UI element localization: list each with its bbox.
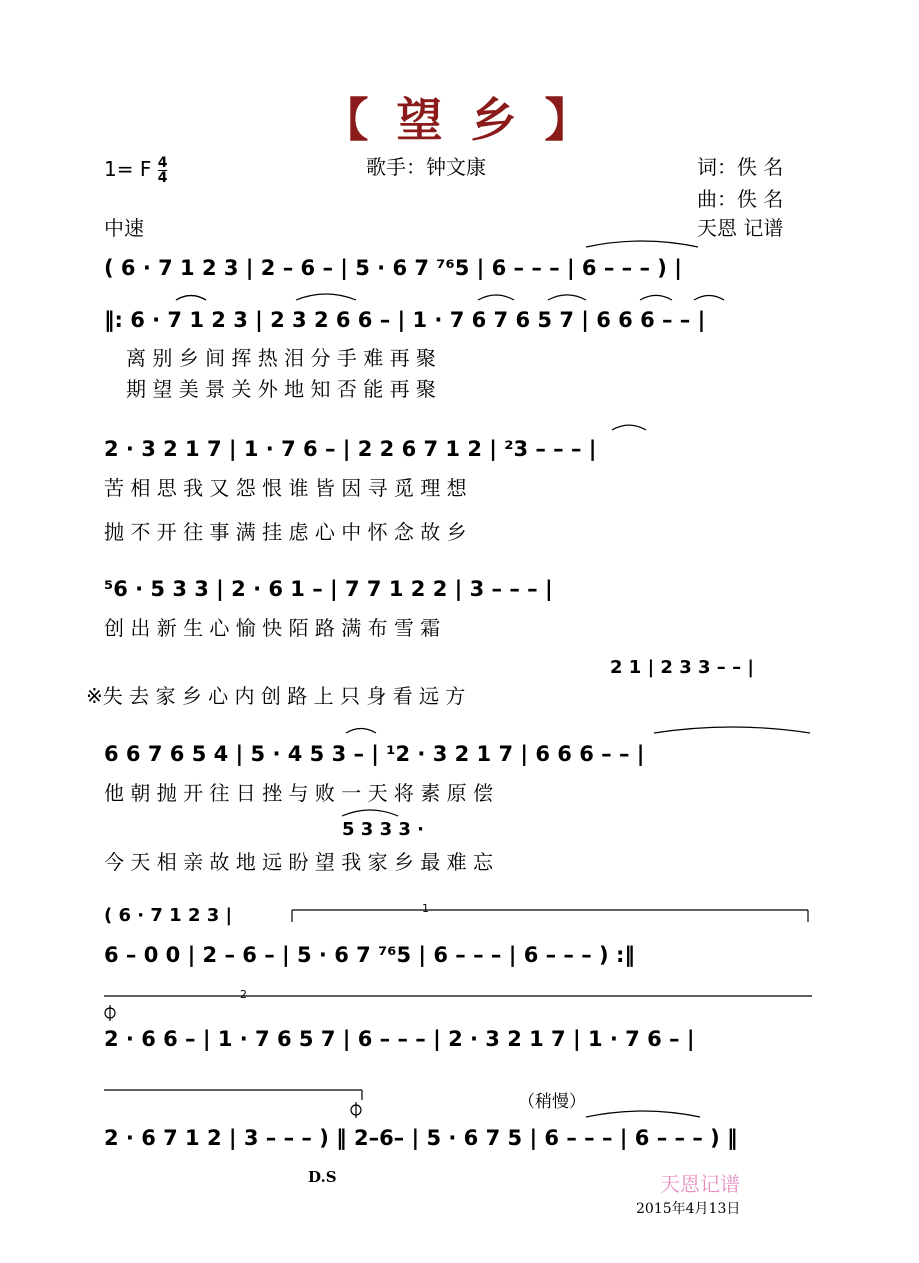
- composer: 曲：佚 名: [697, 187, 784, 211]
- slur-row4-b: [654, 727, 810, 733]
- slur-row1-d: [548, 295, 586, 300]
- notation-row-6: 2 · 6 6 – | 1 · 7 6 5 7 | 6 – – – | 2 · 3 2 1 7 | 1 · 7 6 – |: [104, 1027, 695, 1051]
- slur-row1-a: [176, 296, 206, 301]
- lyrics-row-4a: 他 朝 抛 开 往 日 挫 与 败 一 天 将 素 原 偿: [104, 781, 494, 805]
- notation-row-intro: ( 6 · 7 1 2 3 | 2 – 6 – | 5 · 6 7 ⁷⁶5 | 6 – – – | 6 – – – ) |: [104, 256, 682, 280]
- ds-marking: D.S: [308, 1168, 337, 1186]
- transcriber: 天恩 记谱: [697, 216, 784, 240]
- tempo-marking-slower: （稍慢）: [518, 1092, 586, 1112]
- lyrics-row-1b: 期 望 美 景 关 外 地 知 否 能 再 聚: [126, 377, 436, 401]
- notation-row-4-alt: 5 3 3 3 ·: [342, 819, 425, 840]
- slur-row1-f: [694, 296, 724, 301]
- volta-2-label: 2: [240, 988, 247, 1001]
- lyrics-row-2a: 苦 相 思 我 又 怨 恨 谁 皆 因 寻 觅 理 想: [104, 476, 467, 500]
- tempo: 中速: [104, 216, 144, 240]
- singer: 歌手：钟文康: [366, 155, 486, 179]
- transcription-date: 2015年4月13日: [636, 1201, 741, 1217]
- notation-row-3: ⁵6 · 5 3 3 | 2 · 6 1 – | 7 7 1 2 2 | 3 – – – |: [104, 577, 553, 601]
- notation-row-3-alt: 2 1 | 2 3 3 – – |: [610, 657, 754, 678]
- lyricist: 词：佚 名: [697, 155, 784, 179]
- lyrics-row-3b: ※失 去 家 乡 心 内 创 路 上 只 身 看 远 方: [86, 684, 466, 708]
- volta-1-label: 1: [422, 902, 429, 915]
- song-title: 【 望 乡 】: [322, 93, 597, 147]
- notation-row-5: 6 – 0 0 | 2 – 6 – | 5 · 6 7 ⁷⁶5 | 6 – – – | 6 – – – ) :‖: [104, 943, 635, 967]
- slur-intro-2: [586, 241, 698, 247]
- slur-row1-b: [296, 294, 356, 300]
- slur-row1-e: [640, 295, 672, 300]
- lyrics-row-2b: 抛 不 开 往 事 满 挂 虑 心 中 怀 念 故 乡: [104, 520, 467, 544]
- key-signature: [104, 156, 167, 185]
- notation-row-7: 2 · 6 7 1 2 | 3 – – – ) ‖ 2–6– | 5 · 6 7 5 | 6 – – – | 6 – – – ) ‖: [104, 1126, 738, 1150]
- notation-row-4: 6 6 7 6 5 4 | 5 · 4 5 3 – | ¹2 · 3 2 1 7 | 6 6 6 – – |: [104, 742, 645, 766]
- transcriber-signature: 天恩记谱: [660, 1172, 740, 1196]
- notation-row-1: ‖: 6 · 7 1 2 3 | 2 3 2 6 6 – | 1 · 7 6 7 6 5 7 | 6 6 6 – – |: [104, 308, 706, 332]
- lyrics-row-3a: 创 出 新 生 心 愉 快 陌 路 满 布 雪 霜: [104, 616, 441, 640]
- notation-row-5-alt: ( 6 · 7 1 2 3 |: [104, 905, 233, 926]
- notation-row-2: 2 · 3 2 1 7 | 1 · 7 6 – | 2 2 6 7 1 2 | ²3 – – – |: [104, 437, 597, 461]
- lyrics-row-1a: 离 别 乡 间 挥 热 泪 分 手 难 再 聚: [126, 346, 436, 370]
- slur-row2: [612, 425, 646, 430]
- time-signature: [158, 156, 168, 185]
- time-numerator: 4: [157, 155, 168, 171]
- slur-row1-c: [478, 295, 514, 300]
- key-text: 1= F: [104, 157, 152, 181]
- time-denominator: 4: [157, 170, 168, 186]
- slur-row4-alt: [342, 810, 398, 816]
- slur-row4-a: [346, 729, 376, 734]
- lyrics-row-4b: 今 天 相 亲 故 地 远 盼 望 我 家 乡 最 难 忘: [104, 850, 494, 874]
- slur-final: [586, 1111, 700, 1117]
